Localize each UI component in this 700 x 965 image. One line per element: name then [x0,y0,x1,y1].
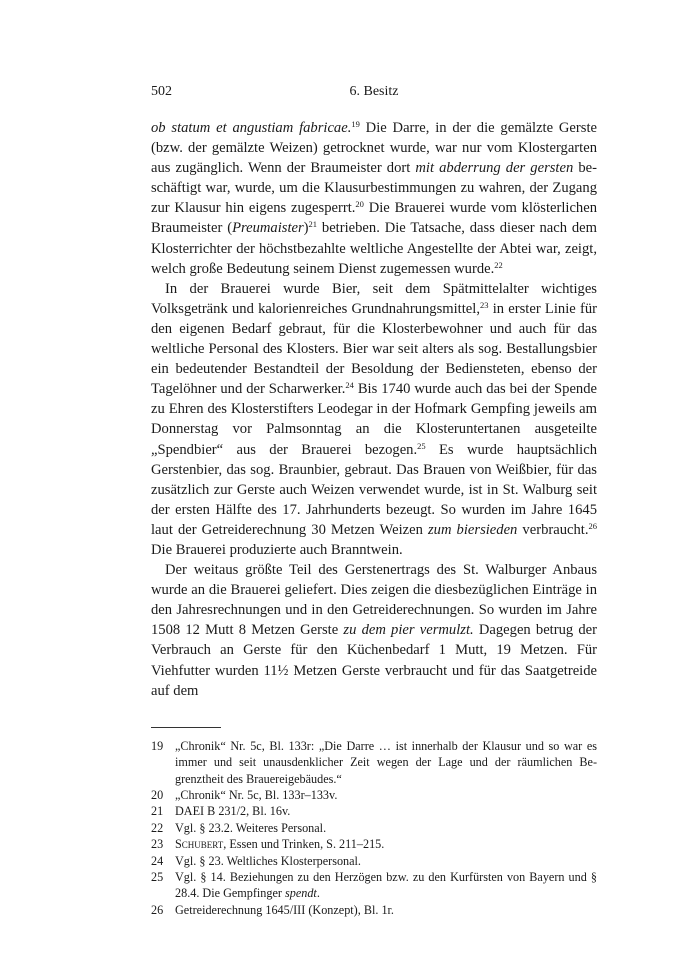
text-run: DAEI B 231/2, Bl. 16v. [175,804,291,819]
text-run: verbraucht. [517,521,589,538]
footnote-text [175,869,597,902]
footnote-divider [151,727,221,728]
footnote-text [175,803,597,819]
text-run: in erster Linie für den eigenen Bedarf gebraut, für die Klosterbewohner und auch für das weltliche Personal des Klosters. Bier war seit alters als sog. Bestallungsbier ein bedeutender Bestandteil der Besoldung der Bediensteten, ebenso der Tagelöhner und der Scharwerker. [151,300,597,398]
footnote-reference: 22 [494,259,503,270]
text-run: Bis 1740 wurde auch das bei der Spende zu Ehren des Klosterstifters Leodegar in der Hofmark Gempfing jeweils am Donnerstag vor Palmsonntag an die Klosteruntertanen ausgeteilte „Spendbier“ aus der Brauerei bezogen. [151,381,597,458]
body-text [151,118,597,701]
text-run: Die Brauerei produzierte auch Branntwein. [151,541,403,558]
text-run: . [316,886,320,901]
page-header [151,84,597,104]
text-run: Der weitaus größte Teil des Gerstenertrags des St. Walburger Anbaus wurde an die Brauerei geliefert. Dies zeigen die diesbezüglichen Einträge in den Jahresrechnungen und in den Getreiderechnungen. So wurden im Jahre 1508 12 Mutt 8 Metzen Gerste [151,562,597,639]
text-run: , Essen und Trinken, S. 211–215. [223,837,385,852]
text-run: Dagegen betrug der Verbrauch an Gerste für den Küchenbedarf 1 Mutt, 19 Metzen. Für Viehfutter wurden 11½ Metzen Gerste verbraucht und für das Saatgetreide auf dem [151,622,597,699]
text-run: betrieben. Die Tatsache, dass dieser nach dem Klosterrichter der höchstbezahlte weltliche Angestellte der Abtei war, zeigt, welch große Bedeutung seinem Dienst zugemessen wurde. [151,220,597,277]
running-head: 6. Besitz [349,84,399,99]
italic-text: zu dem pier vermulzt. [343,622,474,639]
footnote-reference: 25 [417,440,426,451]
text-run: „Chronik“ Nr. 5c, Bl. 133r: „Die Darre … ist innerhalb der Klausur und so war es immer und seit unausdenklicher Zeit wegen der Lage und der räumlichen Begrenztheit des Brauereigebäudes.“ [175,738,597,786]
footnote-number: 23 [151,837,164,852]
text-run: „Chronik“ Nr. 5c, Bl. 133r–133v. [175,787,338,802]
italic-text: Preumaister [232,220,304,237]
text-run: Vgl. § 23.2. Weiteres Personal. [175,820,327,835]
paragraph [151,560,597,701]
author-name: Schubert [175,837,224,852]
italic-text: ob statum et angustiam fabricae. [151,120,352,136]
footnote-number: 22 [151,820,164,835]
footnote-number: 19 [151,738,164,753]
footnote-number: 26 [151,902,164,917]
footnote-reference: 24 [345,380,354,391]
page-number: 502 [151,84,172,99]
footnote-number: 25 [151,869,164,884]
text-run: beschäftigt war, wurde, um die Klausurbestimmungen zu wahren, der Zugang zur Klausur hin eigens zugesperrt. [151,160,597,217]
italic-text: spendt [285,886,317,901]
italic-text: mit abderrung der gersten [415,160,574,177]
footnote-text [175,787,597,803]
footnote [151,836,597,852]
text-run: Vgl. § 14. Beziehungen zu den Herzögen bzw. zu den Kurfürsten von Bayern und § 28.4. Die Gempfinger [175,869,597,901]
footnote-reference: 21 [308,219,318,230]
footnote [151,820,597,836]
text-run: Vgl. § 23. Weltliches Klosterpersonal. [175,853,361,868]
footnotes [151,738,597,918]
footnote-text [175,836,597,852]
footnote [151,869,597,902]
paragraph [151,279,597,560]
footnote-reference: 23 [479,299,489,310]
footnote-text [175,853,597,869]
footnote-reference: 26 [588,520,597,531]
text-run: Getreiderechnung 1645/III (Konzept), Bl. 1r. [175,902,394,917]
paragraph [151,118,597,279]
footnote [151,738,597,787]
footnote-number: 24 [151,853,164,868]
footnote [151,853,597,869]
book-page [151,84,597,918]
footnote-text [175,820,597,836]
footnote-number: 21 [151,804,164,819]
text-run: Die Darre, in der die gemälzte Gerste (bzw. der gemälzte Weizen) getrocknet wurde, war nur vom Klostergarten aus zugänglich. Wenn der Braumeister dort [151,120,597,177]
footnote-number: 20 [151,787,164,802]
text-run: Die Brauerei wurde vom klösterlichen Braumeister ( [151,200,598,237]
text-run: Es wurde hauptsächlich Gerstenbier, das sog. Braunbier, gebraut. Das Brauen von Weißbier, für das zusätzlich zur Gerste auch Weizen verwendet wurde, ist in St. Walburg seit der ersten Hälfte des 17. Jahrhunderts bezeugt. So wurden im Jahre 1645 laut der Getreiderechnung 30 Metzen Weizen [151,441,597,538]
text-run: In der Brauerei wurde Bier, seit dem Spätmittelalter wichtiges Volksgetränk und kalorienreiches Grundnahrungsmittel, [151,280,597,317]
footnote-text [175,902,597,918]
text-run: ) [303,220,309,237]
footnote-reference: 20 [355,199,364,210]
footnote-text [175,738,597,787]
italic-text: zum biersieden [427,521,518,538]
footnote [151,787,597,803]
footnote-reference: 19 [351,119,360,129]
footnote [151,803,597,819]
footnote [151,902,597,918]
